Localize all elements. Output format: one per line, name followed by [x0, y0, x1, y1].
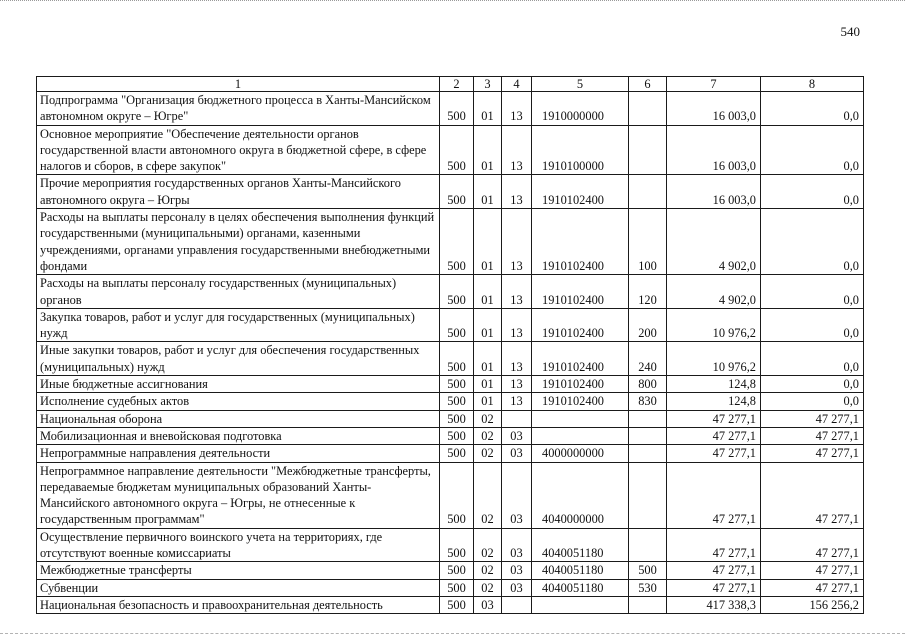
- cell-amount-subvention: 0,0: [761, 92, 864, 126]
- cell-subsection-code: 13: [502, 393, 532, 410]
- cell-target-article: 1910100000: [532, 125, 629, 175]
- cell-subsection-code: 13: [502, 308, 532, 342]
- scan-bottom-edge: [0, 633, 905, 636]
- cell-ministry-code: 500: [440, 445, 474, 462]
- cell-ministry-code: 500: [440, 209, 474, 275]
- cell-ministry-code: 500: [440, 410, 474, 427]
- cell-ministry-code: 500: [440, 462, 474, 528]
- row-name: Непрограммные направления деятельности: [37, 445, 440, 462]
- cell-section-code: 01: [474, 393, 502, 410]
- cell-ministry-code: 500: [440, 596, 474, 613]
- column-number-header-row: [37, 77, 864, 92]
- cell-amount-subvention: 47 277,1: [761, 410, 864, 427]
- row-name: Подпрограмма "Организация бюджетного процесса в Ханты-Мансийском автономном округе – Югре": [37, 92, 440, 126]
- cell-section-code: 02: [474, 410, 502, 427]
- cell-target-article: [532, 427, 629, 444]
- cell-target-article: 1910102400: [532, 175, 629, 209]
- cell-subsection-code: 13: [502, 275, 532, 309]
- cell-subsection-code: 03: [502, 562, 532, 579]
- cell-amount-subvention: 47 277,1: [761, 562, 864, 579]
- table-row: [37, 308, 864, 342]
- cell-section-code: 01: [474, 342, 502, 376]
- cell-subsection-code: 03: [502, 445, 532, 462]
- cell-ministry-code: 500: [440, 376, 474, 393]
- table-row: [37, 579, 864, 596]
- row-name: Мобилизационная и вневойсковая подготовка: [37, 427, 440, 444]
- table-row: [37, 410, 864, 427]
- cell-ministry-code: 500: [440, 427, 474, 444]
- cell-subsection-code: 03: [502, 462, 532, 528]
- cell-ministry-code: 500: [440, 393, 474, 410]
- row-name: Национальная безопасность и правоохранительная деятельность: [37, 596, 440, 613]
- cell-section-code: 02: [474, 528, 502, 562]
- cell-expense-type: [629, 175, 667, 209]
- cell-amount: 417 338,3: [667, 596, 761, 613]
- cell-amount: 124,8: [667, 376, 761, 393]
- cell-amount-subvention: 47 277,1: [761, 445, 864, 462]
- column-header: 4: [502, 77, 532, 92]
- budget-table: [36, 76, 864, 614]
- cell-amount-subvention: 0,0: [761, 308, 864, 342]
- cell-amount: 16 003,0: [667, 92, 761, 126]
- cell-amount: 124,8: [667, 393, 761, 410]
- cell-section-code: 01: [474, 308, 502, 342]
- cell-amount: 47 277,1: [667, 410, 761, 427]
- cell-target-article: 1910000000: [532, 92, 629, 126]
- cell-amount: 16 003,0: [667, 175, 761, 209]
- cell-target-article: 4040051180: [532, 579, 629, 596]
- cell-amount-subvention: 156 256,2: [761, 596, 864, 613]
- table-row: [37, 528, 864, 562]
- row-name: Исполнение судебных актов: [37, 393, 440, 410]
- column-header: 7: [667, 77, 761, 92]
- row-name: Иные бюджетные ассигнования: [37, 376, 440, 393]
- cell-target-article: 4000000000: [532, 445, 629, 462]
- table-row: [37, 175, 864, 209]
- cell-ministry-code: 500: [440, 308, 474, 342]
- cell-section-code: 01: [474, 92, 502, 126]
- cell-amount-subvention: 0,0: [761, 275, 864, 309]
- cell-expense-type: [629, 427, 667, 444]
- row-name: Непрограммное направление деятельности "Межбюджетные трансферты, передаваемые бюджетам муниципальных образований Ханты-Мансийского автономного округа – Югры, не отнесенные к государственным программам": [37, 462, 440, 528]
- cell-section-code: 02: [474, 445, 502, 462]
- cell-expense-type: 240: [629, 342, 667, 376]
- cell-expense-type: [629, 410, 667, 427]
- cell-ministry-code: 500: [440, 562, 474, 579]
- page-number: 540: [840, 24, 860, 39]
- cell-ministry-code: 500: [440, 579, 474, 596]
- cell-expense-type: [629, 462, 667, 528]
- table-row: [37, 209, 864, 275]
- cell-subsection-code: 03: [502, 427, 532, 444]
- cell-ministry-code: 500: [440, 125, 474, 175]
- column-header: 3: [474, 77, 502, 92]
- cell-ministry-code: 500: [440, 275, 474, 309]
- cell-amount-subvention: 47 277,1: [761, 462, 864, 528]
- cell-target-article: 4040051180: [532, 562, 629, 579]
- cell-target-article: [532, 410, 629, 427]
- row-name: Прочие мероприятия государственных органов Ханты-Мансийского автономного округа – Югры: [37, 175, 440, 209]
- cell-subsection-code: 13: [502, 92, 532, 126]
- cell-amount-subvention: 0,0: [761, 175, 864, 209]
- cell-section-code: 01: [474, 175, 502, 209]
- row-name: Расходы на выплаты персоналу государственных (муниципальных) органов: [37, 275, 440, 309]
- cell-subsection-code: 13: [502, 342, 532, 376]
- cell-subsection-code: 03: [502, 579, 532, 596]
- cell-expense-type: 500: [629, 562, 667, 579]
- cell-amount-subvention: 0,0: [761, 376, 864, 393]
- table-row: [37, 125, 864, 175]
- cell-amount-subvention: 47 277,1: [761, 579, 864, 596]
- cell-amount: 10 976,2: [667, 308, 761, 342]
- cell-target-article: 1910102400: [532, 376, 629, 393]
- row-name: Основное мероприятие "Обеспечение деятельности органов государственной власти автономного округа в бюджетной сфере, в сфере налогов и сборов, в сфере закупок": [37, 125, 440, 175]
- cell-amount-subvention: 0,0: [761, 342, 864, 376]
- cell-amount: 10 976,2: [667, 342, 761, 376]
- cell-section-code: 01: [474, 376, 502, 393]
- cell-ministry-code: 500: [440, 175, 474, 209]
- cell-amount: 4 902,0: [667, 275, 761, 309]
- row-name: Осуществление первичного воинского учета на территориях, где отсутствуют военные комиссариаты: [37, 528, 440, 562]
- cell-section-code: 02: [474, 462, 502, 528]
- cell-target-article: [532, 596, 629, 613]
- cell-subsection-code: 13: [502, 175, 532, 209]
- cell-expense-type: 530: [629, 579, 667, 596]
- cell-amount-subvention: 47 277,1: [761, 427, 864, 444]
- cell-target-article: 1910102400: [532, 275, 629, 309]
- cell-subsection-code: [502, 596, 532, 613]
- column-header: 8: [761, 77, 864, 92]
- column-header: 6: [629, 77, 667, 92]
- table-row: [37, 393, 864, 410]
- cell-section-code: 01: [474, 125, 502, 175]
- cell-target-article: 4040000000: [532, 462, 629, 528]
- table-row: [37, 596, 864, 613]
- cell-section-code: 01: [474, 209, 502, 275]
- cell-target-article: 4040051180: [532, 528, 629, 562]
- cell-expense-type: 100: [629, 209, 667, 275]
- column-header: 1: [37, 77, 440, 92]
- cell-target-article: 1910102400: [532, 342, 629, 376]
- cell-expense-type: 120: [629, 275, 667, 309]
- cell-expense-type: 200: [629, 308, 667, 342]
- cell-amount: 47 277,1: [667, 445, 761, 462]
- cell-subsection-code: 13: [502, 209, 532, 275]
- table-row: [37, 376, 864, 393]
- row-name: Межбюджетные трансферты: [37, 562, 440, 579]
- cell-ministry-code: 500: [440, 528, 474, 562]
- cell-subsection-code: 13: [502, 376, 532, 393]
- cell-amount-subvention: 0,0: [761, 393, 864, 410]
- cell-amount-subvention: 0,0: [761, 125, 864, 175]
- cell-expense-type: 800: [629, 376, 667, 393]
- cell-amount: 47 277,1: [667, 579, 761, 596]
- cell-subsection-code: 03: [502, 528, 532, 562]
- cell-ministry-code: 500: [440, 92, 474, 126]
- cell-expense-type: [629, 596, 667, 613]
- row-name: Закупка товаров, работ и услуг для государственных (муниципальных) нужд: [37, 308, 440, 342]
- cell-subsection-code: 13: [502, 125, 532, 175]
- cell-expense-type: [629, 92, 667, 126]
- cell-target-article: 1910102400: [532, 209, 629, 275]
- cell-target-article: 1910102400: [532, 308, 629, 342]
- cell-section-code: 01: [474, 275, 502, 309]
- cell-amount: 47 277,1: [667, 427, 761, 444]
- row-name: Субвенции: [37, 579, 440, 596]
- column-header: 5: [532, 77, 629, 92]
- table-row: [37, 92, 864, 126]
- cell-section-code: 02: [474, 579, 502, 596]
- cell-subsection-code: [502, 410, 532, 427]
- cell-expense-type: [629, 528, 667, 562]
- row-name: Расходы на выплаты персоналу в целях обеспечения выполнения функций государственными (муниципальными) органами, казенными учреждениями, органами управления государственными внебюджетными фондами: [37, 209, 440, 275]
- cell-expense-type: 830: [629, 393, 667, 410]
- column-header: 2: [440, 77, 474, 92]
- cell-section-code: 03: [474, 596, 502, 613]
- table-row: [37, 445, 864, 462]
- cell-section-code: 02: [474, 427, 502, 444]
- cell-expense-type: [629, 125, 667, 175]
- table-row: [37, 275, 864, 309]
- cell-ministry-code: 500: [440, 342, 474, 376]
- scan-top-edge: [0, 0, 905, 4]
- table-row: [37, 462, 864, 528]
- table-row: [37, 427, 864, 444]
- cell-amount-subvention: 47 277,1: [761, 528, 864, 562]
- table-row: [37, 342, 864, 376]
- table-row: [37, 562, 864, 579]
- cell-expense-type: [629, 445, 667, 462]
- row-name: Иные закупки товаров, работ и услуг для обеспечения государственных (муниципальных) нужд: [37, 342, 440, 376]
- row-name: Национальная оборона: [37, 410, 440, 427]
- cell-amount: 16 003,0: [667, 125, 761, 175]
- cell-section-code: 02: [474, 562, 502, 579]
- cell-amount: 47 277,1: [667, 562, 761, 579]
- cell-amount-subvention: 0,0: [761, 209, 864, 275]
- cell-target-article: 1910102400: [532, 393, 629, 410]
- cell-amount: 4 902,0: [667, 209, 761, 275]
- cell-amount: 47 277,1: [667, 528, 761, 562]
- cell-amount: 47 277,1: [667, 462, 761, 528]
